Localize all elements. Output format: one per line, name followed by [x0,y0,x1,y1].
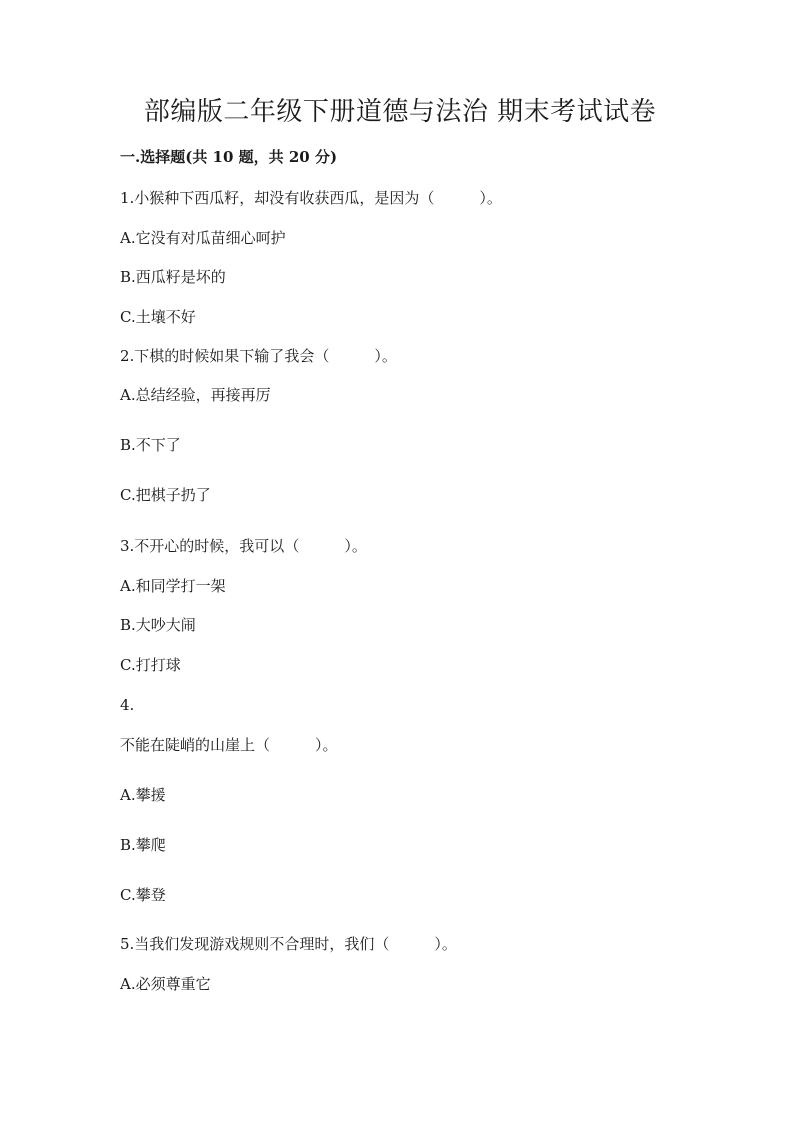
question-2-option-b: B.不下了 [120,436,181,454]
question-4-option-b: B.攀爬 [120,836,166,854]
question-3-stem: 3.不开心的时候，我可以（ ）。 [120,537,367,555]
question-3-option-b: B.大吵大闹 [120,616,196,634]
question-1-stem: 1.小猴种下西瓜籽，却没有收获西瓜，是因为（ ）。 [120,189,502,207]
question-4-number: 4. [120,696,135,714]
exam-title: 部编版二年级下册道德与法治 期末考试试卷 [143,97,657,127]
question-3-option-a: A.和同学打一架 [120,577,226,595]
question-4-option-a: A.攀援 [120,786,166,804]
question-1-option-a: A.它没有对瓜苗细心呵护 [120,229,286,247]
question-4-option-c: C.攀登 [120,886,166,904]
question-1-option-b: B.西瓜籽是坏的 [120,268,226,286]
question-5-stem: 5.当我们发现游戏规则不合理时，我们（ ）。 [120,935,457,953]
question-2-option-c: C.把棋子扔了 [120,486,211,504]
question-1-option-c: C.土壤不好 [120,308,196,326]
question-4-stem: 不能在陡峭的山崖上（ ）。 [120,736,338,754]
question-3-option-c: C.打打球 [120,656,181,674]
question-5-option-a: A.必须尊重它 [120,975,211,993]
question-2-option-a: A.总结经验，再接再厉 [120,386,271,404]
question-2-stem: 2.下棋的时候如果下输了我会（ ）。 [120,347,397,365]
section-heading: 一.选择题(共 10 题，共 20 分) [120,148,338,166]
